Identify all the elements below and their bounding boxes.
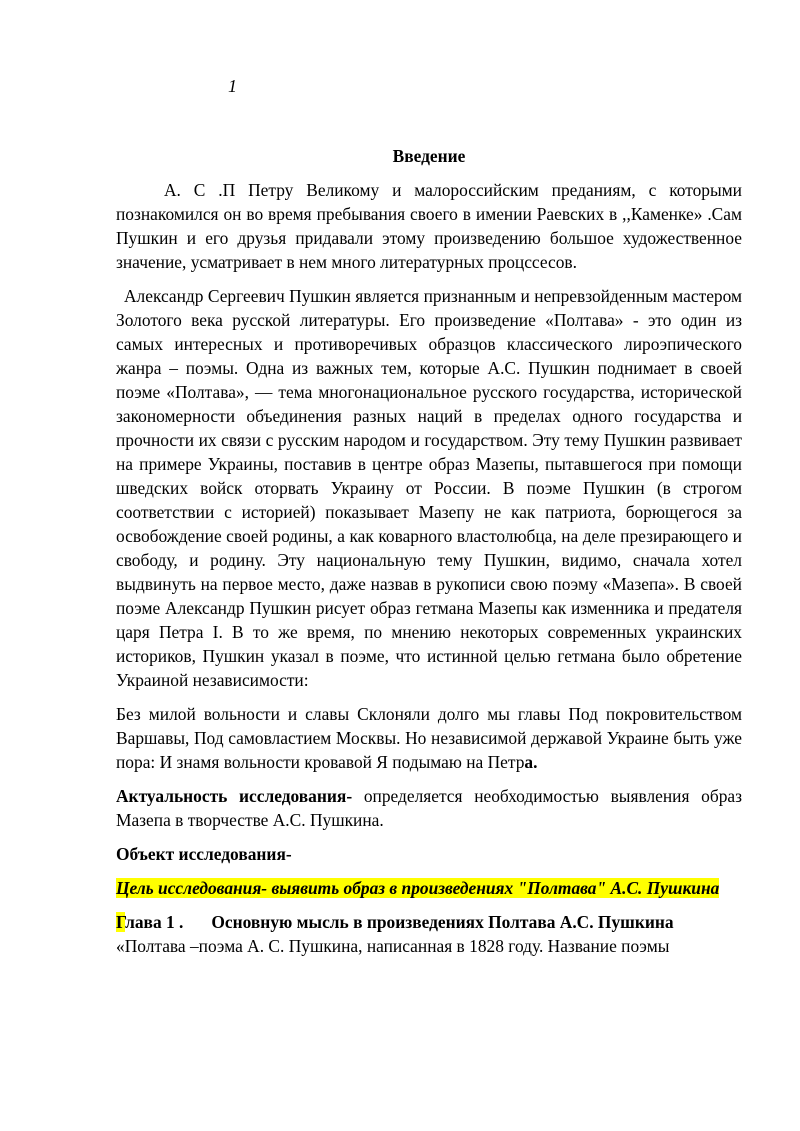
page-number: 1 <box>228 76 237 96</box>
poem-end: а. <box>524 752 538 772</box>
goal-highlight: Цель исследования- выявить образ в произведениях "Полтава" А.С. Пушкина <box>116 878 720 898</box>
chapter-heading <box>116 910 742 934</box>
poem-quote <box>116 702 742 774</box>
actuality-label: Актуальность исследования- <box>116 786 353 806</box>
chapter-number: лава 1 . <box>125 912 184 932</box>
object-label: Объект исследования- <box>116 844 292 864</box>
goal-paragraph <box>116 876 742 900</box>
actuality-text: определяется необходимостью выявления образ Мазепа в творчестве А.С. Пушкина. <box>116 786 742 830</box>
chapter-first-line: «Полтава –поэма А. С. Пушкина, написанная в 1828 году. Название поэмы <box>116 936 670 956</box>
section-heading: Введение <box>392 146 466 166</box>
document-body <box>116 144 742 958</box>
poem-text: Без милой вольности и славы Склоняли долго мы главы Под покровительством Варшавы, Под самовластием Москвы. Но независимой державой Украине быть уже пора: И знамя вольности кровавой Я подымаю на Петр <box>116 704 742 772</box>
chapter-highlight: Г <box>116 912 126 932</box>
chapter-title: Основную мысль в произведениях Полтава А.С. Пушкина <box>211 912 674 932</box>
main-paragraph: Александр Сергеевич Пушкин является признанным и непревзойденным мастером Золотого века русской литературы. Его произведение «Полтава» - это один из самых интересных и противоречивых образцов классического лироэпического жанра – поэмы. Одна из важных тем, которые А.С. Пушкин поднимает в своей поэме «Полтава», — тема многонациональное русского государства, исторической закономерности объединения разных наций в пределах одного государства и прочности их связи с русским народом и государством. Эту тему Пушкин развивает на примере Украины, поставив в центре образ Мазепы, пытавшегося при помощи шведских войск оторвать Украину от России. В поэме Пушкин (в строгом соответствии с историей) показывает Мазепу не как патриота, борющегося за освобождение своей родины, а как коварного властолюбца, на деле презирающего и свободу, и родину. Эту национальную тему Пушкин, видимо, сначала хотел выдвинуть на первое место, даже назвав в рукописи свою поэму «Мазепа». В своей поэме Александр Пушкин рисует образ гетмана Мазепы как изменника и предателя царя Петра I. В то же время, по мнению некоторых современных украинских историков, Пушкин указал в поэме, что истинной целью гетмана было обретение Украиной независимости: <box>116 286 742 690</box>
intro-paragraph: А. С .П Петру Великому и малороссийским преданиям, с которыми познакомился он во время пребывания своего в имении Раевских в ,,Каменке» .Сам Пушкин и его друзья придавали этому произведению большое художественное значение, усматривает в нем много литературных процссесов. <box>116 180 742 272</box>
actuality-paragraph <box>116 784 742 832</box>
